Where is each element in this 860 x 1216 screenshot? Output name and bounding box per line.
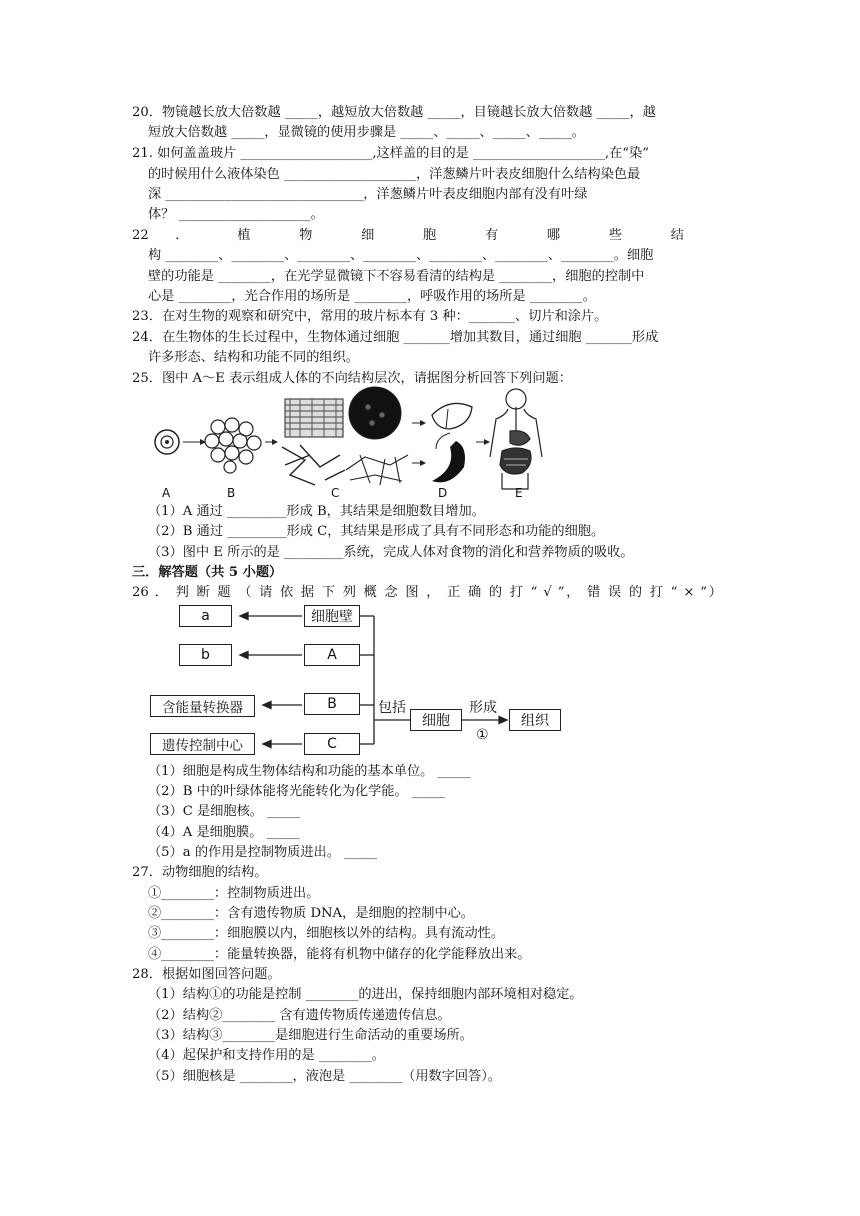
fig-label-d: D xyxy=(438,486,448,500)
fig-label-c: C xyxy=(331,486,340,500)
q28-sub5: （5）细胞核是 ________，液泡是 ________（用数字回答）。 xyxy=(148,1069,502,1084)
q21-line4: 体？ ____________________。 xyxy=(148,207,324,222)
q27-sub3: ③________：细胞膜以内，细胞核以外的结构。具有流动性。 xyxy=(148,926,505,941)
q28-sub1: （1）结构①的功能是控制 ________的进出，保持细胞内部环境相对稳定。 xyxy=(148,987,583,1002)
section-title-solutions: 三．解答题（共 5 小题） xyxy=(132,565,283,580)
q25-sub2: （2）B 通过 _________形成 C，其结果是形成了具有不同形态和功能的细胞。 xyxy=(148,524,605,539)
q22-line4: 心是 ________，光合作用的场所是 ________，呼吸作用的场所是 ________。 xyxy=(148,289,596,304)
q26-sub3: （3）C 是细胞核。 _____ xyxy=(148,804,301,819)
diagram-box-A: A xyxy=(304,644,360,666)
q26-sub4: （4）A 是细胞膜。 _____ xyxy=(148,825,300,840)
q25-sub3: （3）图中 E 所示的是 _________系统，完成人体对食物的消化和营养物质的吸收。 xyxy=(148,545,634,560)
q24-line2: 许多形态、结构和功能不同的组织。 xyxy=(148,350,359,365)
q21-line1: 21. 如何盖盖玻片 ____________________,这样盖的目的是 ____________________,在“染” xyxy=(132,146,649,161)
q22-line2: 构 ________、________、________、________、________、________、________。细胞 xyxy=(148,248,654,263)
q23-line: 23．在对生物的观察和研究中，常用的玻片标本有 3 种：_______、切片和涂片。 xyxy=(132,309,608,324)
diagram-label-include: 包括 xyxy=(378,700,406,716)
q28-sub4: （4）起保护和支持作用的是 ________。 xyxy=(148,1048,385,1063)
diagram-box-C: C xyxy=(304,733,360,755)
diagram-label-form: 形成 xyxy=(469,700,497,716)
q27-sub2: ②________：含有遗传物质 DNA，是细胞的控制中心。 xyxy=(148,906,474,921)
fig-label-a: A xyxy=(162,486,171,500)
q20-line2: 短放大倍数越 _____，显微镜的使用步骤是 _____、_____、_____、_____。 xyxy=(148,125,585,140)
diagram-box-cell: 细胞 xyxy=(410,709,462,731)
q25-line1: 25．图中 A～E 表示组成人体的不向结构层次，请据图分析回答下列问题： xyxy=(132,371,572,386)
q26-sub2: （2）B 中的叶绿体能将光能转化为化学能。 _____ xyxy=(148,784,445,799)
fig-label-b: B xyxy=(227,486,236,500)
diagram-box-tissue: 组织 xyxy=(509,709,561,731)
diagram-box-a: a xyxy=(179,605,232,627)
q27-sub1: ①________：控制物质进出。 xyxy=(148,886,320,901)
diagram-box-cell-wall: 细胞壁 xyxy=(304,605,360,627)
diagram-box-B: B xyxy=(304,693,360,715)
q27-sub4: ④________：能量转换器，能将有机物中储存的化学能释放出来。 xyxy=(148,947,531,962)
diagram-box-b: b xyxy=(179,644,232,666)
q26-sub1: （1）细胞是构成生物体结构和功能的基本单位。 _____ xyxy=(148,764,471,779)
q28-line1: 28．根据如图回答问题。 xyxy=(132,967,281,982)
q24-line1: 24．在生物体的生长过程中，生物体通过细胞 _______增加其数目，通过细胞 _______形成 xyxy=(132,330,659,345)
q20-line1: 20．物镜越长放大倍数越 _____，越短放大倍数越 _____，目镜越长放大倍数越 _____，越 xyxy=(132,105,656,120)
q22-line3: 壁的功能是 ________，在光学显微镜下不容易看清的结构是 ________，细胞的控制中 xyxy=(148,269,645,284)
diagram-label-step1: ① xyxy=(476,727,489,743)
q22-line1: 22 ． 植 物 细 胞 有 哪 些 结 xyxy=(132,228,684,243)
q21-line2: 的时候用什么液体染色 ____________________，洋葱鳞片叶表皮细胞什么结构染色最 xyxy=(148,167,641,182)
q28-sub3: （3）结构③________是细胞进行生命活动的重要场所。 xyxy=(148,1028,473,1043)
q27-line1: 27．动物细胞的结构。 xyxy=(132,865,268,880)
q26-line1: 26 ． 判 断 题 （ 请 依 据 下 列 概 念 图 ， 正 确 的 打 “ √ ”， 错 误 的 打 “ × ”） xyxy=(132,585,722,600)
q25-sub1: （1）A 通过 _________形成 B，其结果是细胞数目增加。 xyxy=(148,504,485,519)
diagram-box-energy-converter: 含能量转换器 xyxy=(150,695,255,717)
diagram-box-genetic-center: 遗传控制中心 xyxy=(150,733,255,755)
q28-sub2: （2）结构②________ 含有遗传物质传递遗传信息。 xyxy=(148,1008,451,1023)
q21-line3: 深 ______________________________，洋葱鳞片叶表皮细胞内部有没有叶绿 xyxy=(148,187,588,202)
q26-sub5: （5）a 的作用是控制物质进出。 _____ xyxy=(148,845,378,860)
fig-label-e: E xyxy=(515,486,523,500)
